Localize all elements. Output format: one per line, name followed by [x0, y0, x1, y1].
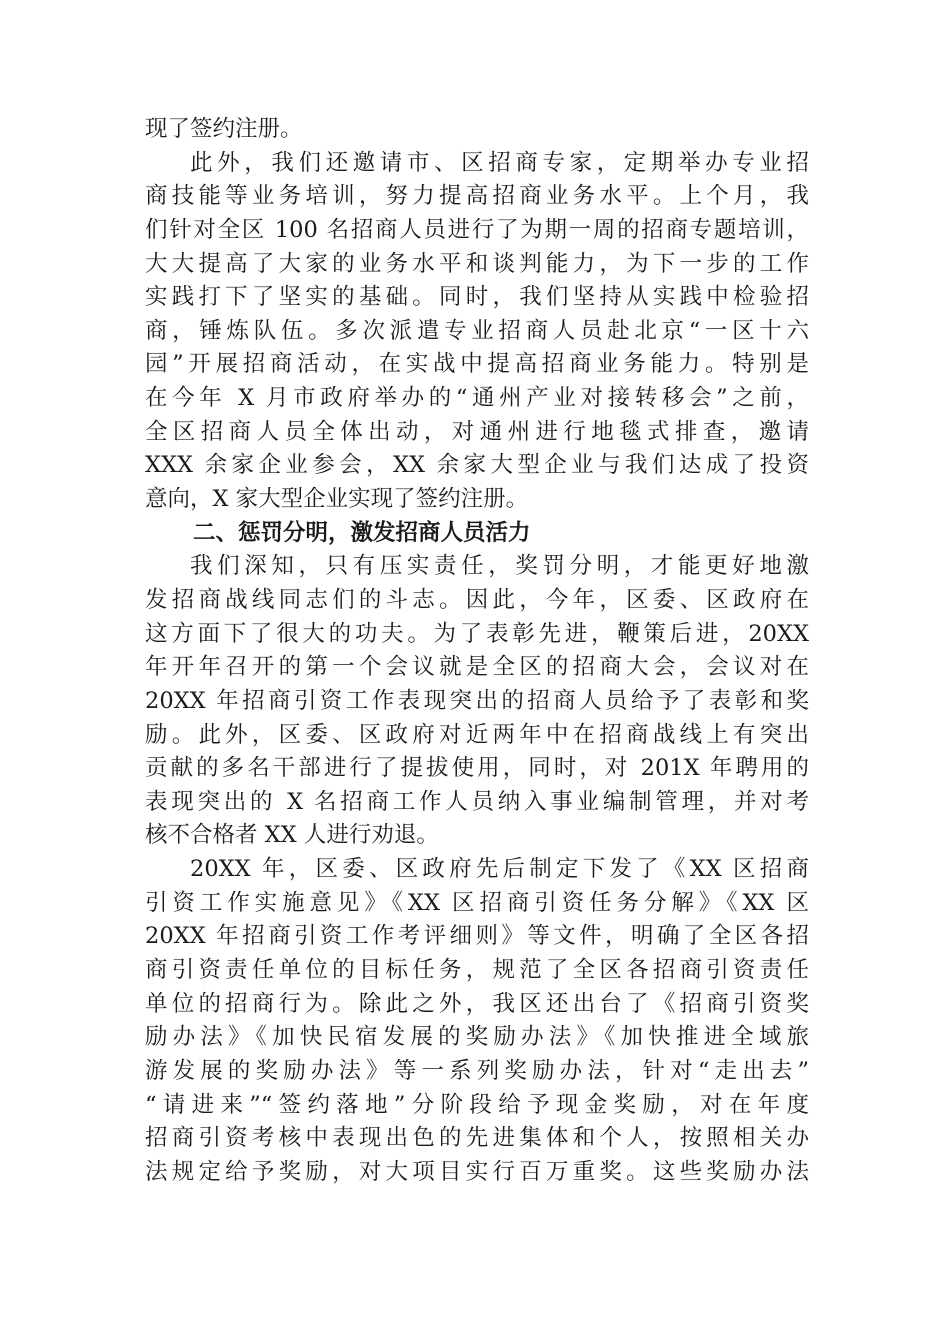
text-line: 招商引资考核中表现出色的先进集体和个人，按照相关办 [145, 1125, 809, 1152]
paragraph-continuation [145, 113, 809, 147]
text-line: 意向，X 家大型企业实现了签约注册。 [145, 486, 529, 513]
text-line: 游发展的奖励办法》等一系列奖励办法，针对“走出去” [145, 1057, 809, 1084]
text-line: 20XX 年，区委、区政府先后制定下发了《XX 区招商 [190, 856, 809, 883]
paragraph-policy-documents [145, 853, 809, 1189]
text-line: 法规定给予奖励，对大项目实行百万重奖。这些奖励办法 [145, 1158, 809, 1185]
section-heading: 二、惩罚分明，激发招商人员活力 [193, 519, 531, 546]
text-line: 大大提高了大家的业务水平和谈判能力，为下一步的工作 [145, 250, 809, 277]
text-line: 年开年召开的第一个会议就是全区的招商大会，会议对在 [145, 654, 809, 681]
text-line: 在今年 X 月市政府举办的“通州产业对接转移会”之前， [145, 385, 809, 412]
text-line: 商，锤炼队伍。多次派遣专业招商人员赴北京“一区十六 [145, 317, 809, 344]
text-line: 贡献的多名干部进行了提拔使用，同时，对 201X 年聘用的 [145, 755, 809, 782]
text-line: 励办法》《加快民宿发展的奖励办法》《加快推进全域旅 [145, 1024, 809, 1051]
text-line: 商技能等业务培训，努力提高招商业务水平。上个月，我 [145, 183, 809, 210]
text-line: 20XX 年招商引资工作考评细则》等文件，明确了全区各招 [145, 923, 809, 950]
paragraph-training [145, 147, 809, 517]
text-line: 励。此外，区委、区政府对近两年中在招商战线上有突出 [145, 721, 809, 748]
text-line: 表现突出的 X 名招商工作人员纳入事业编制管理，并对考 [145, 788, 809, 815]
text-line: 们针对全区 100 名招商人员进行了为期一周的招商专题培训， [145, 216, 809, 243]
text-line: “请进来”“签约落地”分阶段给予现金奖励，对在年度 [145, 1091, 809, 1118]
text-line: 此外，我们还邀请市、区招商专家，定期举办专业招 [190, 149, 809, 176]
text-line: 全区招商人员全体出动，对通州进行地毯式排查，邀请 [145, 418, 809, 445]
text-line: 实践打下了坚实的基础。同时，我们坚持从实践中检验招 [145, 284, 809, 311]
text-line: 核不合格者 XX 人进行劝退。 [145, 822, 439, 849]
text-line: 这方面下了很大的功夫。为了表彰先进，鞭策后进，20XX [145, 620, 809, 647]
text-line: 我们深知，只有压实责任，奖罚分明，才能更好地激 [190, 553, 809, 580]
paragraph-rewards-punishments [145, 550, 809, 853]
document-page [145, 113, 809, 1190]
text-line: 引资工作实施意见》《XX 区招商引资任务分解》《XX 区 [145, 889, 809, 916]
text-line: XXX 余家企业参会，XX 余家大型企业与我们达成了投资 [145, 452, 809, 479]
text-line: 20XX 年招商引资工作表现突出的招商人员给予了表彰和奖 [145, 687, 809, 714]
text-line: 单位的招商行为。除此之外，我区还出台了《招商引资奖 [145, 990, 809, 1017]
text-line: 园”开展招商活动，在实战中提高招商业务能力。特别是 [145, 351, 809, 378]
text-line: 现了签约注册。 [145, 116, 303, 142]
text-line: 商引资责任单位的目标任务，规范了全区各招商引资责任 [145, 957, 809, 984]
text-line: 发招商战线同志们的斗志。因此，今年，区委、区政府在 [145, 586, 809, 613]
